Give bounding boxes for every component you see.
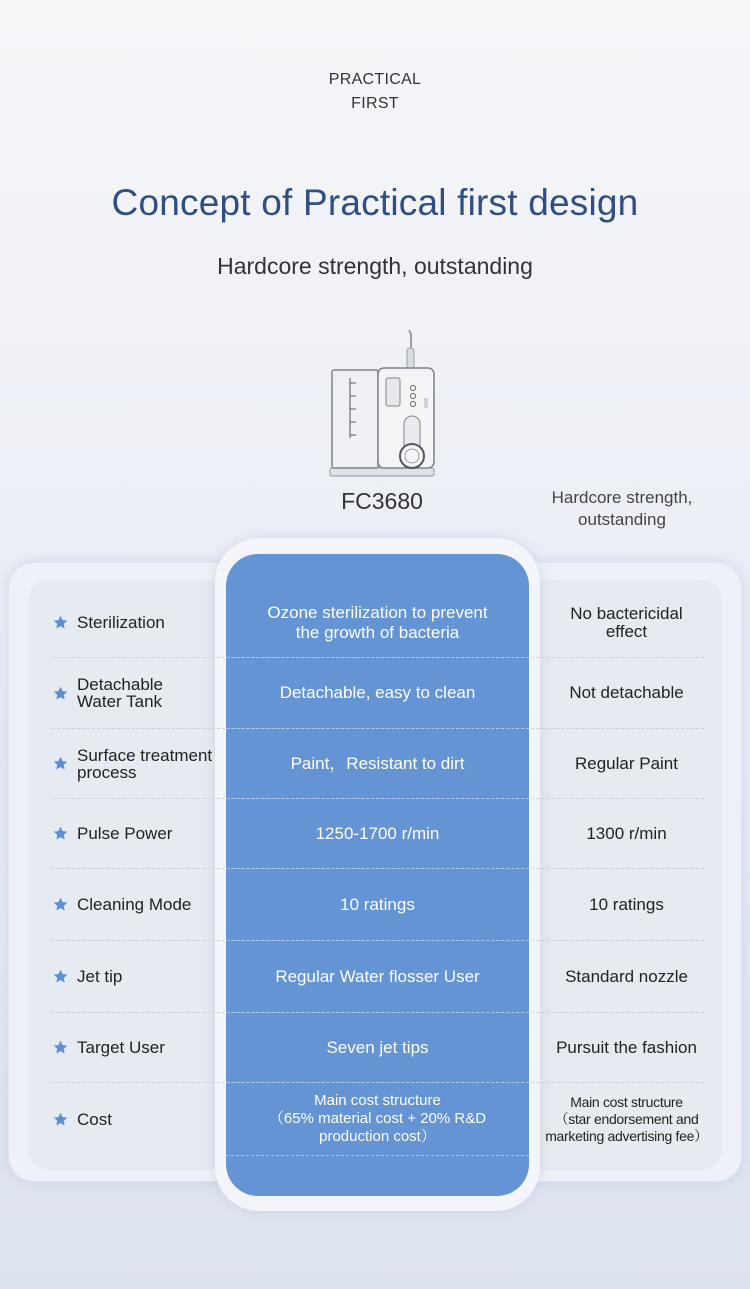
table-row — [52, 941, 704, 1013]
fc3680-value — [226, 799, 529, 868]
table-row — [52, 729, 704, 799]
competitor-value — [529, 1013, 724, 1082]
fc3680-value — [226, 1083, 529, 1155]
competitor-label-line-2: outstanding — [578, 510, 666, 529]
feature-cell — [52, 658, 222, 728]
feature-label-line: Cleaning Mode — [77, 895, 192, 914]
eyebrow-line-2: FIRST — [351, 95, 399, 112]
feature-cell — [52, 799, 222, 868]
feature-cell — [52, 588, 222, 657]
product-model: FC3680 — [341, 488, 423, 514]
fc3680-value-line: Detachable, easy to clean — [279, 683, 476, 702]
table-row — [52, 799, 704, 869]
table-row — [52, 1013, 704, 1083]
star-icon — [52, 755, 69, 772]
fc3680-value-line: Regular Water flosser User — [275, 966, 480, 986]
fc3680-value-line: production cost） — [319, 1128, 436, 1145]
competitor-value-line: 10 ratings — [589, 894, 664, 914]
competitor-value-line: No bactericidal — [570, 603, 683, 623]
feature-label-line: Cost — [77, 1109, 112, 1129]
feature-label-line: Pulse Power — [77, 824, 173, 843]
competitor-value-line: Regular Paint — [574, 753, 678, 773]
competitor-value-line: marketing advertising fee） — [545, 1127, 708, 1144]
feature-cell — [52, 729, 222, 798]
competitor-value — [529, 1083, 724, 1155]
feature-label-line: Surface treatment — [77, 745, 213, 765]
feature-label-line: Sterilization — [77, 613, 165, 632]
fc3680-value — [226, 941, 529, 1012]
feature-cell — [52, 1083, 222, 1155]
feature-label — [77, 1111, 112, 1128]
competitor-value-line: Pursuit the fashion — [556, 1037, 697, 1057]
eyebrow — [0, 68, 750, 116]
star-icon — [52, 825, 69, 842]
table-row — [52, 658, 704, 729]
feature-label — [77, 1039, 165, 1056]
fc3680-value — [226, 729, 529, 798]
competitor-value — [529, 869, 724, 940]
star-icon — [52, 1039, 69, 1056]
fc3680-value-line: Ozone sterilization to prevent — [267, 602, 488, 622]
feature-label-line: Jet tip — [77, 967, 123, 986]
page-title: Concept of Practical first design — [111, 182, 639, 223]
fc3680-value — [226, 658, 529, 728]
competitor-value-line: Main cost structure — [570, 1093, 683, 1110]
fc3680-value-line: 1250-1700 r/min — [315, 823, 440, 843]
competitor-value-line: effect — [605, 621, 648, 641]
row-divider — [226, 1155, 529, 1156]
feature-cell — [52, 1013, 222, 1082]
fc3680-value-line: Paint，Resistant to dirt — [290, 753, 465, 773]
table-row — [52, 869, 704, 941]
feature-label — [77, 896, 191, 913]
fc3680-value-line: Main cost structure — [314, 1092, 441, 1109]
star-icon — [52, 968, 69, 985]
competitor-value — [529, 941, 724, 1012]
competitor-value-line: （star endorsement and — [554, 1110, 699, 1127]
page-subtitle: Hardcore strength, outstanding — [217, 253, 533, 279]
competitor-label — [520, 487, 724, 531]
competitor-label-line-1: Hardcore strength, — [551, 488, 693, 507]
eyebrow-line-1: PRACTICAL — [328, 71, 422, 88]
competitor-value-line: 1300 r/min — [586, 823, 667, 843]
star-icon — [52, 1111, 69, 1128]
fc3680-value-line: （65% material cost + 20% R&D — [268, 1110, 487, 1127]
competitor-value — [529, 729, 724, 798]
water-flosser-illustration — [328, 328, 440, 480]
feature-label-line: Target User — [77, 1038, 165, 1057]
fc3680-value — [226, 588, 529, 657]
star-icon — [52, 896, 69, 913]
feature-label-line: Detachable — [77, 675, 164, 694]
competitor-value — [529, 799, 724, 868]
feature-label — [77, 747, 212, 781]
fc3680-value-line: Seven jet tips — [326, 1037, 429, 1057]
feature-label — [77, 676, 163, 710]
feature-cell — [52, 941, 222, 1012]
fc3680-value — [226, 1013, 529, 1082]
fc3680-value-line: the growth of bacteria — [295, 622, 460, 642]
feature-label — [77, 825, 172, 842]
feature-label — [77, 614, 165, 631]
competitor-value-line: Standard nozzle — [565, 966, 688, 986]
fc3680-value-line: 10 ratings — [340, 894, 415, 914]
feature-label-line: process — [77, 762, 137, 782]
fc3680-value — [226, 869, 529, 940]
feature-label-line: Water Tank — [77, 692, 163, 711]
star-icon — [52, 685, 69, 702]
star-icon — [52, 614, 69, 631]
feature-cell — [52, 869, 222, 940]
competitor-value — [529, 658, 724, 728]
table-row — [52, 588, 704, 658]
competitor-value-line: Not detachable — [569, 683, 684, 702]
feature-label — [77, 968, 122, 985]
table-row — [52, 1083, 708, 1155]
competitor-value — [529, 588, 724, 657]
